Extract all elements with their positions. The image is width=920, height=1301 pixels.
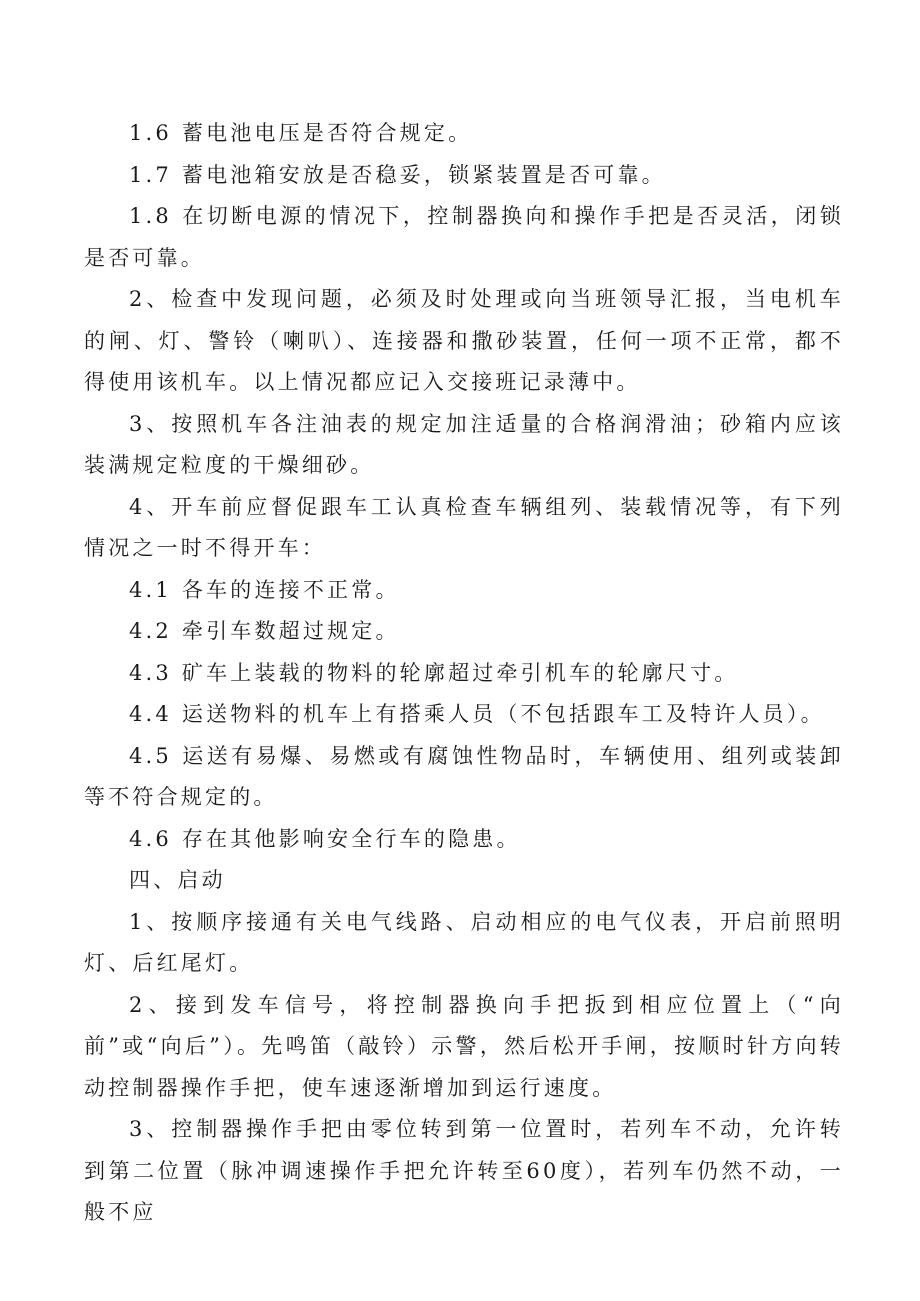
paragraph-4-4: 4.4 运送物料的机车上有搭乘人员（不包括跟车工及特许人员）。 xyxy=(129,702,825,726)
paragraph-3: 3、按照机车各注油表的规定加注适量的合格润滑油；砂箱内应该装满规定粒度的干燥细砂。 xyxy=(84,411,844,477)
paragraph-2: 2、检查中发现问题，必须及时处理或向当班领导汇报，当电机车的闸、灯、警铃（喇叭）、连接器和撒砂装置，任何一项不正常，都不得使用该机车。以上情况都应记入交接班记录薄中。 xyxy=(84,287,844,394)
paragraph-1-7: 1.7 蓄电池箱安放是否稳妥，锁紧装置是否可靠。 xyxy=(129,162,666,187)
paragraph-1-6: 1.6 蓄电池电压是否符合规定。 xyxy=(129,121,473,145)
document-body xyxy=(84,113,844,1234)
paragraph-4-6: 4.6 存在其他影响安全行车的隐患。 xyxy=(129,826,521,851)
paragraph-4: 4、开车前应督促跟车工认真检查车辆组列、装载情况等，有下列情况之一时不得开车： xyxy=(84,494,844,560)
paragraph-startup-1: 1、按顺序接通有关电气线路、启动相应的电气仪表，开启前照明灯、后红尾灯。 xyxy=(84,909,844,975)
paragraph-startup-3: 3、控制器操作手把由零位转到第一位置时，若列车不动，允许转到第二位置（脉冲调速操作手把允许转至60度），若列车仍然不动，一般不应 xyxy=(84,1117,844,1224)
paragraph-1-8: 1.8 在切断电源的情况下，控制器换向和操作手把是否灵活，闭锁是否可靠。 xyxy=(84,204,844,270)
paragraph-4-1: 4.1 各车的连接不正常。 xyxy=(129,577,400,602)
paragraph-4-2: 4.2 牵引车数超过规定。 xyxy=(129,619,400,643)
paragraph-startup-2: 2、接到发车信号，将控制器换向手把扳到相应位置上（“向前”或“向后”）。先鸣笛（敲铃）示警，然后松开手闸，按顺时针方向转动控制器操作手把，使车速逐渐增加到运行速度。 xyxy=(84,992,844,1100)
section-heading-startup: 四、启动 xyxy=(129,868,226,892)
paragraph-4-5: 4.5 运送有易爆、易燃或有腐蚀性物品时，车辆使用、组列或装卸等不符合规定的。 xyxy=(84,743,844,809)
paragraph-4-3: 4.3 矿车上装载的物料的轮廓超过牵引机车的轮廓尺寸。 xyxy=(129,660,739,685)
